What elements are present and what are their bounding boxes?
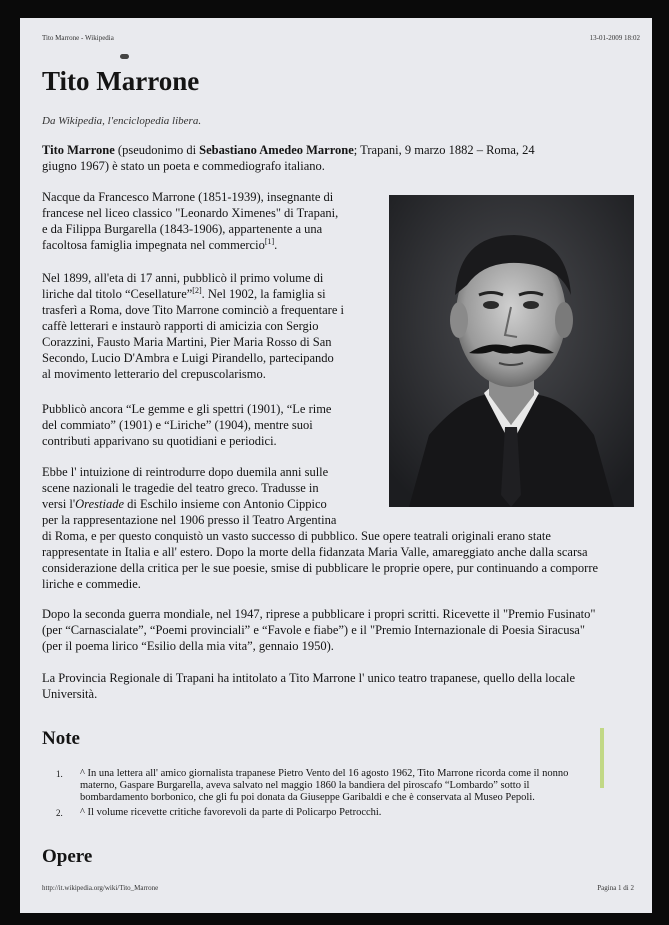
notes-heading: Note	[42, 728, 80, 749]
note-line: ^ In una lettera all' amico giornalista trapanese Pietro Vento del 16 agosto 1962, Tito Marrone ricorda come il nonno	[80, 768, 569, 779]
ref-link-1[interactable]: [1]	[264, 236, 275, 246]
intro-pseudonym: Sebastiano Amedeo Marrone	[199, 143, 354, 157]
p2-line: al movimento letterario del crepuscolarismo.	[42, 367, 266, 381]
orestiade-link[interactable]: Orestiade	[75, 497, 124, 511]
note-line: bombardamento borbonico, che gli fu poi donata da Giuseppe Garibaldi e che è conservata al Museo Pepoli.	[80, 792, 535, 803]
p5-line: Dopo la seconda guerra mondiale, nel 1947, riprese a pubblicare i propri scritti. Ricevette il "Premio Fusinato"	[42, 607, 596, 621]
p1-end: .	[274, 238, 278, 252]
ink-smudge	[120, 54, 129, 59]
ref-link-2[interactable]: [2]	[192, 285, 202, 295]
print-header-date: 13-01-2009 18:02	[589, 34, 640, 42]
p4-line: liriche e commedie.	[42, 577, 141, 591]
paragraph-4-wide	[42, 528, 642, 592]
portrait-photo	[389, 195, 634, 507]
p3-line: contributi apparivano su quotidiani e periodici.	[42, 434, 277, 448]
p3-line: del commiato” (1901) e “Liriche” (1904), mentre suoi	[42, 418, 313, 432]
p4-line: Ebbe l' intuizione di reintrodurre dopo duemila anni sulle	[42, 465, 329, 479]
page-subtitle: Da Wikipedia, l'enciclopedia libera.	[42, 115, 202, 127]
note-number: 2.	[56, 808, 63, 818]
p4-line: di Eschilo insieme con Antonio Cippico	[124, 497, 327, 511]
p4-line: per la rappresentazione nel 1906 presso il Teatro Argentina	[42, 513, 337, 527]
p4-line: versi l'	[42, 497, 76, 511]
page-title: Tito Marrone	[42, 66, 200, 96]
intro-post-1: ; Trapani, 9 marzo 1882 – Roma, 24	[353, 143, 535, 157]
portrait-photo-icon	[389, 195, 634, 507]
intro-pre: (pseudonimo di	[114, 143, 200, 157]
p2-line: Nel 1899, all'eta di 17 anni, pubblicò il primo volume di	[42, 271, 324, 285]
paragraph-4-narrow	[42, 464, 382, 528]
paragraph-3	[42, 401, 382, 449]
p2-line: liriche dal titolo “Cesellature”	[42, 287, 193, 301]
p3-line: Pubblicò ancora “Le gemme e gli spettri (1901), “Le rime	[42, 402, 332, 416]
intro-name: Tito Marrone	[42, 143, 115, 157]
p2-line: Corazzini, Fausto Maria Martini, Pier Maria Rosso di San	[42, 335, 332, 349]
printed-page	[20, 18, 652, 913]
print-header-title: Tito Marrone - Wikipedia	[42, 34, 114, 42]
intro-paragraph	[42, 142, 632, 174]
p1-line: facoltosa famiglia impegnata nel commercio	[42, 238, 265, 252]
p2-line: caffè letterari e instaurò rapporti di amicizia con Sergio	[42, 319, 319, 333]
p4-line: considerazione della critica per le sue poesie, smise di pubblicare le proprie opere, pur continuando a comporre	[42, 561, 599, 575]
note-line: materno, Gaspare Burgarella, aveva salvato nel maggio 1860 la bandiera del piroscafo “Lombardo” sotto il	[80, 780, 530, 791]
print-footer-url: http://it.wikipedia.org/wiki/Tito_Marrone	[42, 884, 159, 892]
opere-heading: Opere	[42, 846, 93, 867]
note-item	[42, 768, 612, 804]
intro-post-2: giugno 1967) è stato un poeta e commediografo italiano.	[42, 159, 325, 173]
note-item	[42, 807, 612, 819]
notes-list	[42, 768, 612, 822]
paragraph-1	[42, 189, 382, 253]
print-footer-page: Pagina 1 di 2	[597, 884, 634, 892]
p6-line: La Provincia Regionale di Trapani ha intitolato a Tito Marrone l' unico teatro trapanese, quello della locale	[42, 671, 576, 685]
p2-line: . Nel 1902, la famiglia si	[201, 287, 326, 301]
p6-line: Università.	[42, 687, 98, 701]
p1-line: francese nel liceo classico "Leonardo Ximenes" di Trapani,	[42, 206, 339, 220]
note-line: ^ Il volume ricevette critiche favorevoli da parte di Policarpo Petrocchi.	[80, 807, 382, 818]
note-number: 1.	[56, 769, 63, 779]
p4-line: rappresentate in Italia e all' estero. Dopo la morte della fidanzata Maria Valle, amareggiato anche dalla scarsa	[42, 545, 588, 559]
p1-line: e da Filippa Burgarella (1843-1906), appartenente a una	[42, 222, 323, 236]
p5-line: (per “Carnascialate”, “Poemi provinciali” e “Favole e fiabe”) e il "Premio Internazionale di Poesia Siracusa"	[42, 623, 585, 637]
p4-line: scene nazionali le tragedie del teatro greco. Tradusse in	[42, 481, 319, 495]
paragraph-6	[42, 670, 642, 702]
p5-line: (per il poema lirico “Esilio della mia vita”, gennaio 1950).	[42, 639, 334, 653]
p4-line: di Roma, e per questo conquistò un vasto successo di pubblico. Sue opere teatrali originali erano state	[42, 529, 551, 543]
paragraph-5	[42, 606, 642, 654]
paragraph-2	[42, 270, 382, 382]
p2-line: Secondo, Lucio D'Ambra e Luigi Pirandello, partecipando	[42, 351, 334, 365]
p2-line: trasferì a Roma, dove Tito Marrone cominciò a frequentare i	[42, 303, 344, 317]
p1-line: Nacque da Francesco Marrone (1851-1939), insegnante di	[42, 190, 334, 204]
